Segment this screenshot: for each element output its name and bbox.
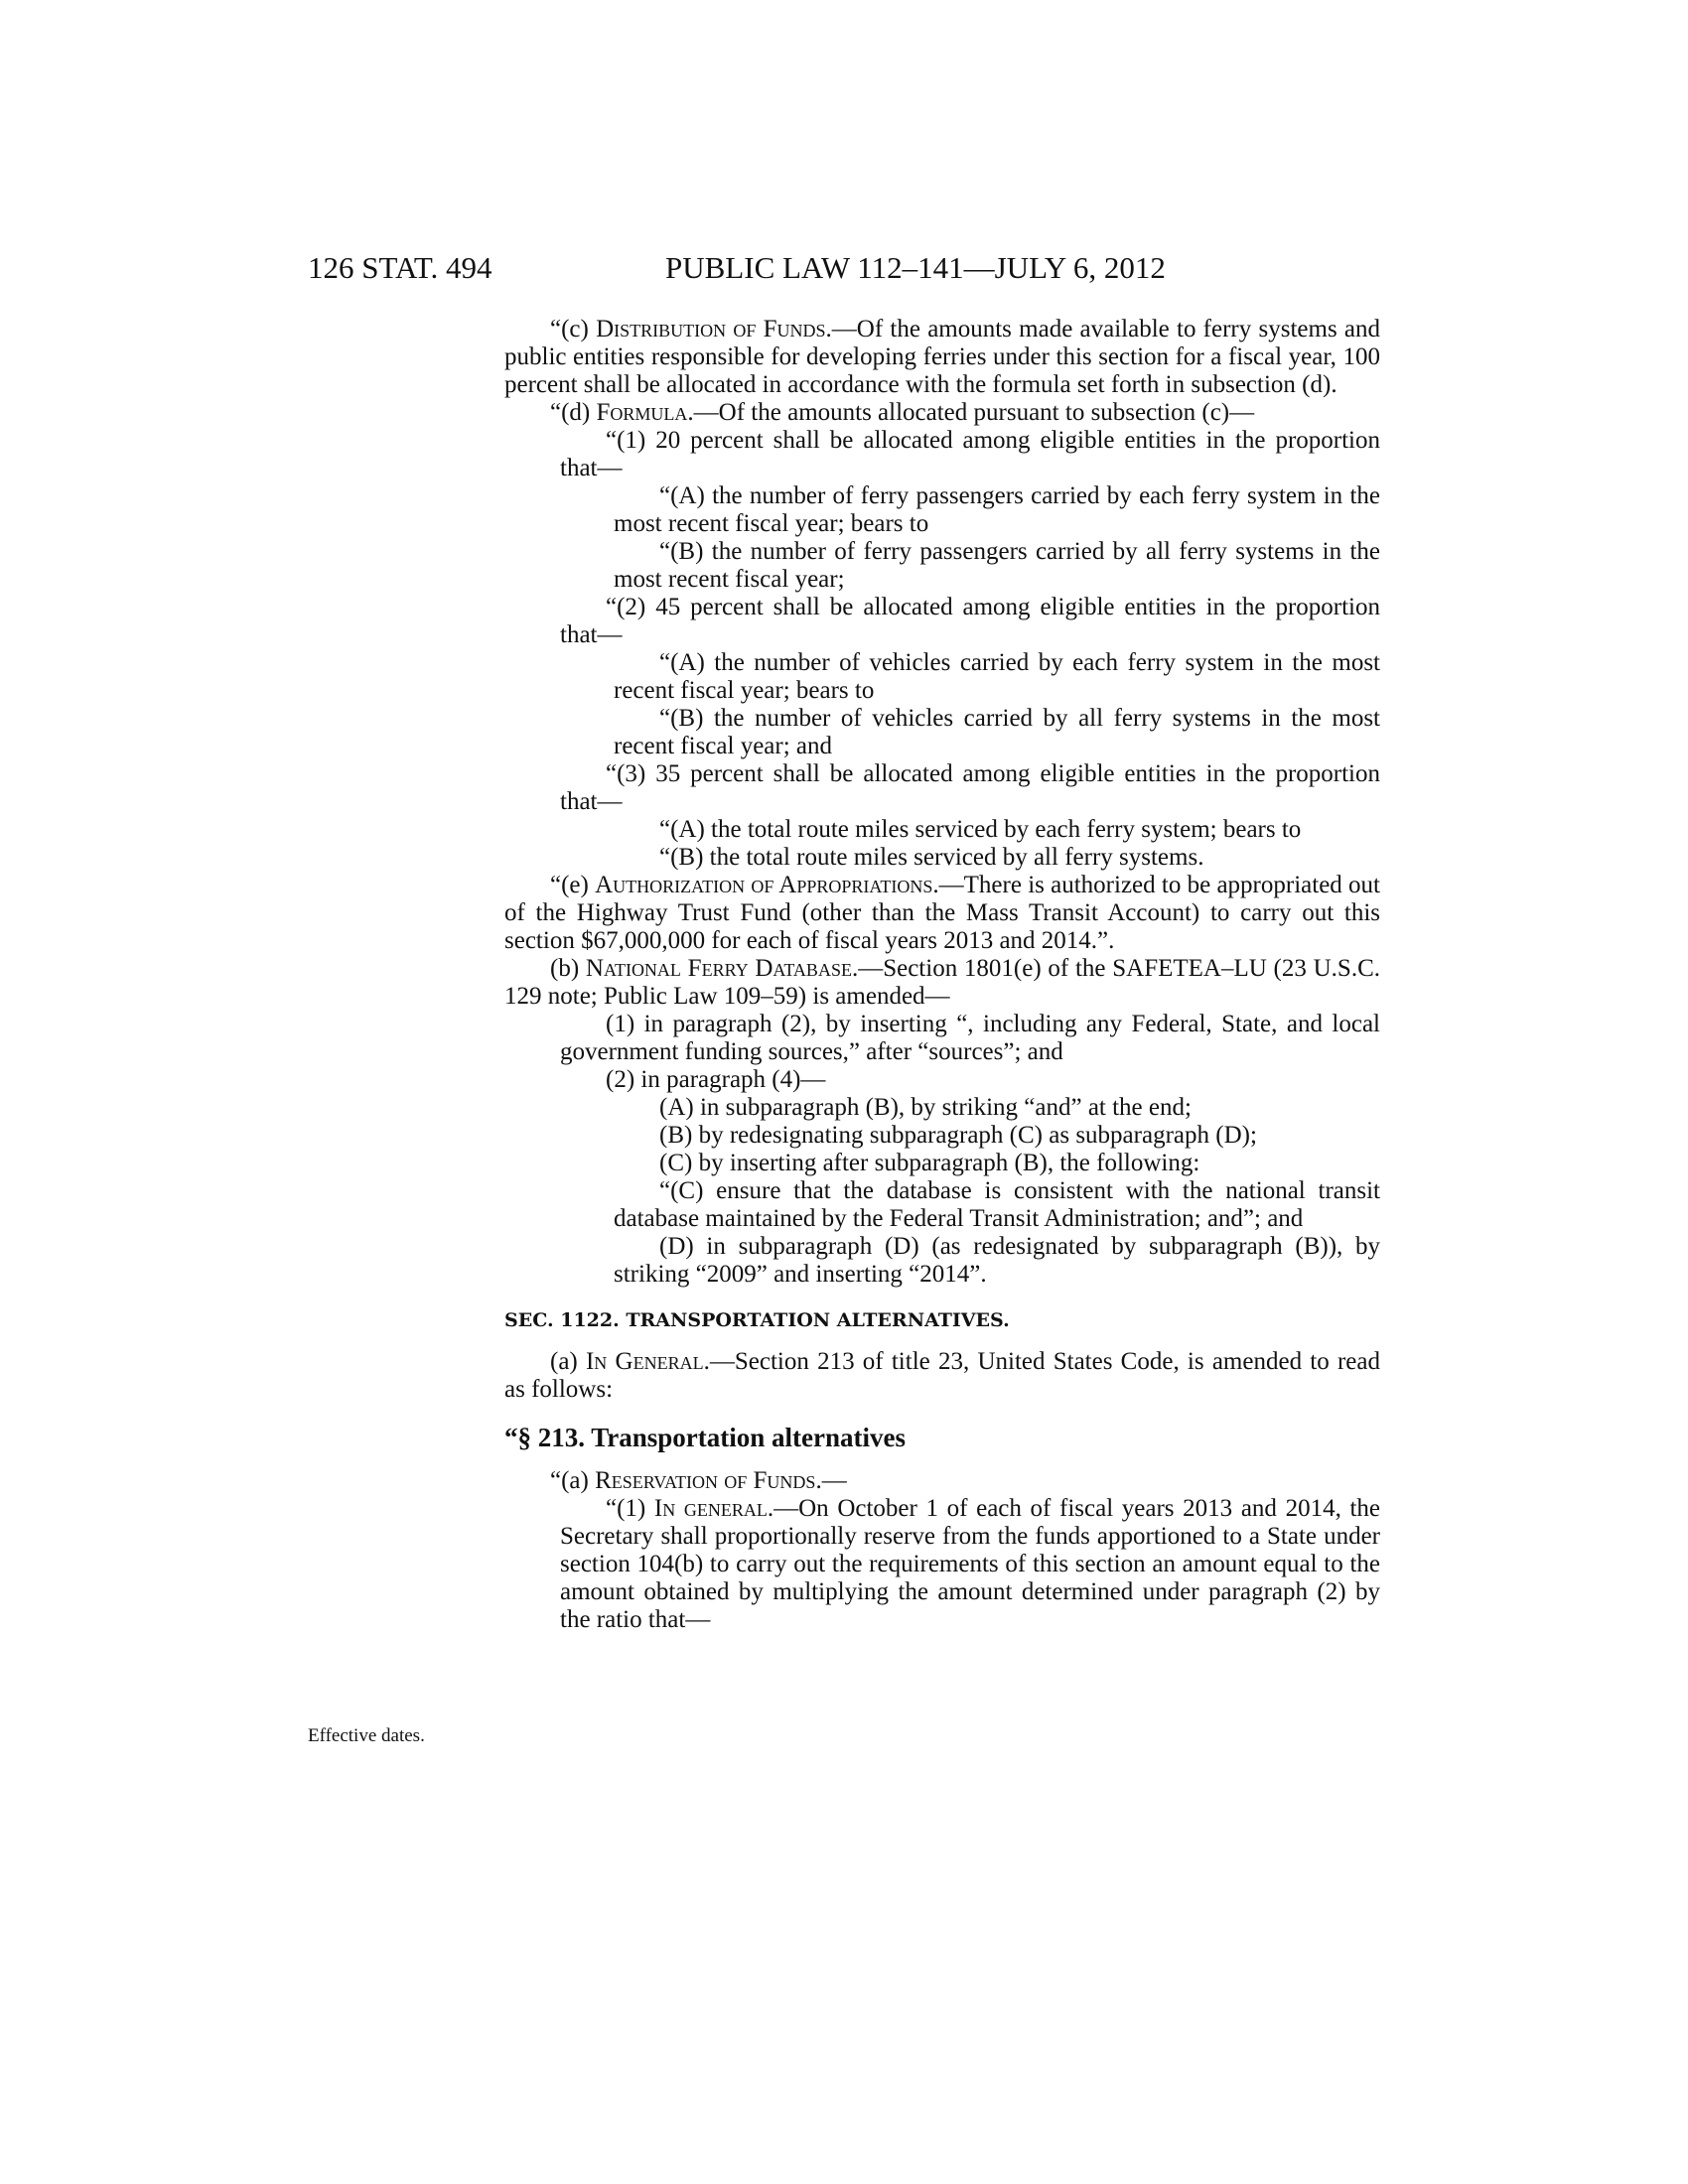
- subsection-d-heading: Formula: [596, 399, 688, 426]
- subparagraph-b-2-c: (C) by inserting after subparagraph (B), the following:: [659, 1150, 1200, 1176]
- subsection-e: [504, 872, 1380, 955]
- reservation-paragraph-1-text: .—On October 1 of each of fiscal years 2013 and 2014, the Secretary shall proportionally reserve from the funds apportioned to a State under section 104(b) to carry out the requirements of this section an amount equal to the amount obtained by multiplying the amount determined under paragraph (2) by the ratio that—: [560, 1495, 1381, 1633]
- subparagraph-b-2-a: (A) in subparagraph (B), by striking “and” at the end;: [659, 1094, 1192, 1121]
- subsection-c: [504, 316, 1380, 399]
- subsection-e-text: .—There is authorized to be appropriated out of the Highway Trust Fund (other than the Mass Transit Account) to carry out this section $67,000,000 for each of fiscal years 2013 and 2014.”.: [504, 872, 1380, 954]
- subsection-a-heading: In General: [585, 1348, 704, 1375]
- subsection-c-heading: Distribution of Funds: [596, 316, 826, 342]
- subparagraph-d-1-a: “(A) the number of ferry passengers carried by each ferry system in the most recent fiscal year; bears to: [614, 482, 1380, 537]
- subsection-b: [504, 955, 1380, 1011]
- statute-page-reference: 126 STAT. 494: [308, 250, 492, 285]
- subsection-e-heading: Authorization of Appropriations: [595, 872, 933, 898]
- spacer: [504, 1453, 1380, 1467]
- subparagraph-d-3-b: “(B) the total route miles serviced by all ferry systems.: [659, 844, 1204, 871]
- paragraph-d-2: “(2) 45 percent shall be allocated among eligible entities in the proportion that—: [560, 594, 1380, 648]
- spacer: [504, 1289, 1380, 1306]
- subparagraph-b-2-b: (B) by redesignating subparagraph (C) as subparagraph (D);: [659, 1122, 1257, 1149]
- reservation-paragraph-1-label: “(1): [606, 1495, 654, 1522]
- reservation-of-funds: [504, 1467, 1380, 1495]
- reservation-paragraph-1-heading: In general: [653, 1495, 768, 1522]
- subsection-b-label: (b): [550, 955, 586, 982]
- subsection-d-text: .—Of the amounts allocated pursuant to subsection (c)—: [687, 399, 1255, 426]
- subparagraph-d-1-b: “(B) the number of ferry passengers carried by all ferry systems in the most recent fiscal year;: [614, 538, 1380, 593]
- body-text: [504, 316, 1380, 1634]
- subparagraph-d-2-a: “(A) the number of vehicles carried by each ferry system in the most recent fiscal year; bears to: [614, 649, 1380, 704]
- subsection-e-label: “(e): [550, 872, 596, 898]
- paragraph-b-2: (2) in paragraph (4)—: [606, 1066, 826, 1093]
- subparagraph-d-3-a: “(A) the total route miles serviced by each ferry system; bears to: [659, 816, 1302, 843]
- reservation-of-funds-heading: Reservation of Funds: [595, 1467, 816, 1494]
- subsection-d: [504, 399, 1380, 427]
- page-header: [308, 250, 1380, 290]
- spacer: [504, 1334, 1380, 1348]
- paragraph-d-1: “(1) 20 percent shall be allocated among eligible entities in the proportion that—: [560, 427, 1380, 481]
- spacer: [504, 1404, 1380, 1422]
- paragraph-b-1: (1) in paragraph (2), by inserting “, including any Federal, State, and local government funding sources,” after “sources”; and: [560, 1011, 1380, 1065]
- reservation-paragraph-1: [504, 1495, 1380, 1634]
- subsection-a-text: .—Section 213 of title 23, United States Code, is amended to read as follows:: [504, 1348, 1380, 1403]
- subparagraph-d-2-b: “(B) the number of vehicles carried by all ferry systems in the most recent fiscal year; and: [614, 705, 1380, 759]
- reservation-of-funds-label: “(a): [550, 1467, 596, 1494]
- section-1122-heading: SEC. 1122. TRANSPORTATION ALTERNATIVES.: [504, 1309, 1010, 1331]
- inserted-subparagraph-c: “(C) ensure that the database is consistent with the national transit database maintained by the Federal Transit Administration; and”; and: [614, 1177, 1380, 1232]
- subparagraph-b-2-d: (D) in subparagraph (D) (as redesignated by subparagraph (B)), by striking “2009” and inserting “2014”.: [614, 1233, 1380, 1288]
- subsection-c-label: “(c): [550, 316, 597, 342]
- public-law-title: PUBLIC LAW 112–141—JULY 6, 2012: [665, 250, 1166, 285]
- section-213-heading: “§ 213. Transportation alternatives: [504, 1423, 906, 1452]
- subsection-d-label: “(d): [550, 399, 597, 426]
- margin-note-effective-dates: Effective dates.: [308, 1725, 425, 1746]
- subsection-a: [504, 1348, 1380, 1404]
- reservation-of-funds-text: .—: [815, 1467, 847, 1494]
- subsection-a-label: (a): [550, 1348, 586, 1375]
- subsection-b-heading: National Ferry Database: [585, 955, 852, 982]
- subsection-c-text: .—Of the amounts made available to ferry systems and public entities responsible for developing ferries under this section for a fiscal year, 100 percent shall be allocated in accordance with the formula set forth in subsection (d).: [504, 316, 1381, 398]
- paragraph-d-3: “(3) 35 percent shall be allocated among eligible entities in the proportion that—: [560, 760, 1380, 815]
- subsection-b-text: .—Section 1801(e) of the SAFETEA–LU (23 U.S.C. 129 note; Public Law 109–59) is amended—: [504, 955, 1380, 1010]
